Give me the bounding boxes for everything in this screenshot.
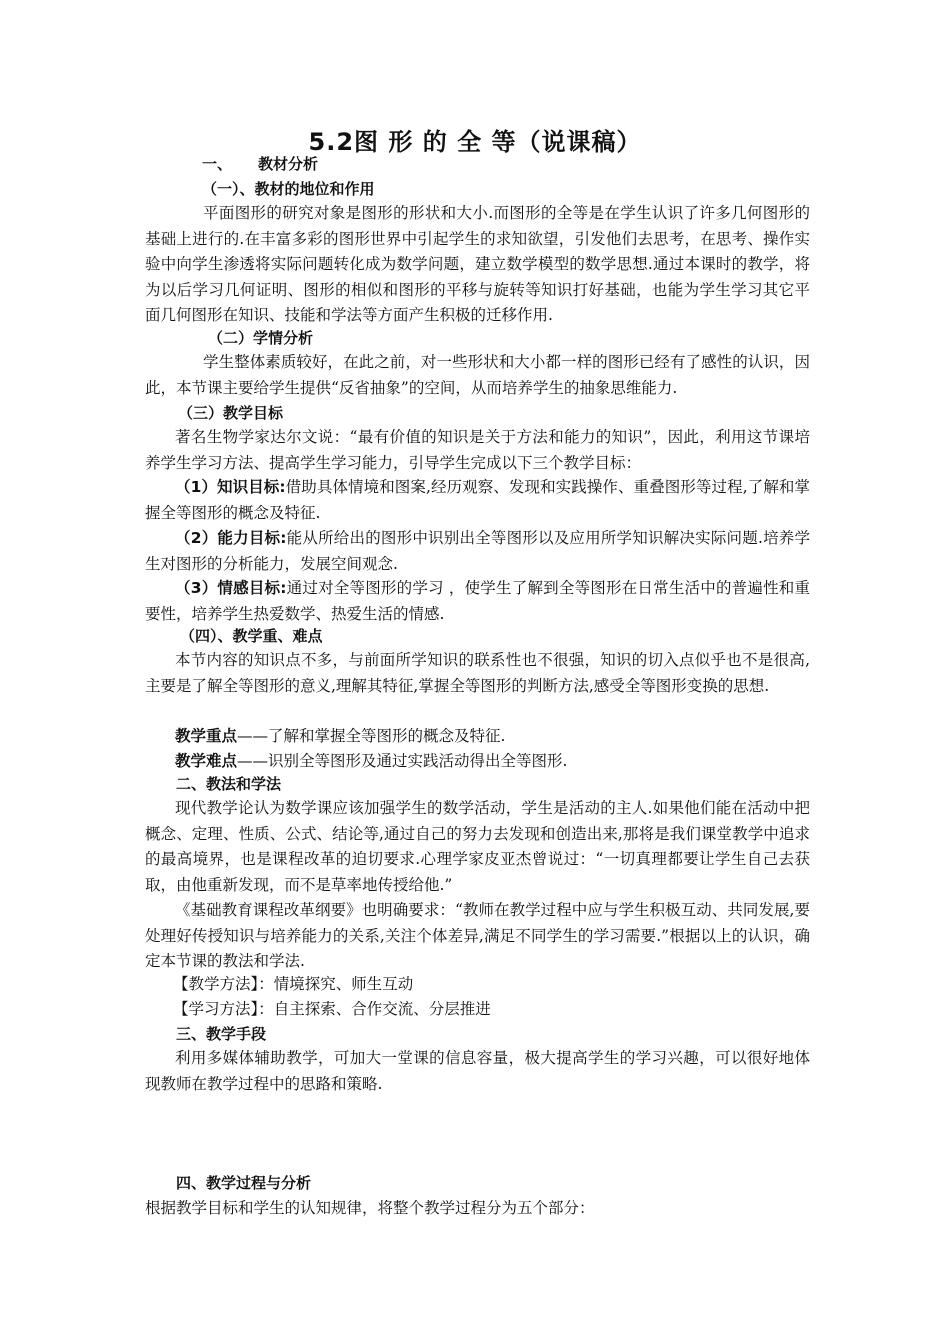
goal-1-text: 借助具体情境和图案,经历观察、发现和实践操作、重叠图形等过程,了解和掌握全等图形的概念及特征.	[145, 478, 810, 522]
section-4-heading: 四、教学过程与分析	[176, 1174, 312, 1192]
section-2-heading: 二、教法和学法	[176, 775, 282, 793]
key-point-line	[145, 724, 810, 750]
goal-1-paragraph	[145, 475, 810, 526]
subsection-1-4-paragraph	[145, 648, 810, 699]
goal-3-text: 通过对全等图形的学习 ，使学生了解到全等图形在日常生活中的普遍性和重要性，培养学生热爱数学、热爱生活的情感.	[145, 579, 810, 623]
paragraph-text: 《基础教育课程改革纲要》也明确要求：“教师在教学过程中应与学生积极互动、共同发展,要处理好传授知识与培养能力的关系,关注个体差异,满足不同学生的学习需要.”根据以上的认识，确定本节课的教法和学法.	[145, 901, 810, 970]
section-1-number: 一、	[202, 155, 233, 173]
subsection-1-2-paragraph	[145, 350, 810, 401]
goal-1-label: （1）知识目标:	[175, 478, 286, 496]
subsection-1-1-paragraph	[145, 201, 810, 329]
section-2-paragraph-1	[145, 796, 810, 898]
subsection-1-3-paragraph	[145, 425, 810, 476]
paragraph-text: 利用多媒体辅助教学，可加大一堂课的信息容量，极大提高学生的学习兴趣，可以很好地体现教师在教学过程中的思路和策略.	[145, 1049, 810, 1093]
difficulty-text: ——识别全等图形及通过实践活动得出全等图形.	[237, 752, 568, 770]
section-4-intro: 根据教学目标和学生的认知规律，将整个教学过程分为五个部分：	[145, 1199, 595, 1217]
section-3-heading: 三、教学手段	[176, 1025, 267, 1043]
goal-3-paragraph	[145, 576, 810, 627]
subsection-1-2-heading: （二）学情分析	[208, 329, 314, 347]
key-point-label: 教学重点	[175, 727, 238, 745]
paragraph-text: 学生整体素质较好，在此之前，对一些形状和大小都一样的图形已经有了感性的认识，因此，本节课主要给学生提供“反省抽象”的空间，从而培养学生的抽象思维能力.	[145, 353, 810, 397]
subsection-1-3-heading: （三）教学目标	[178, 404, 284, 422]
difficulty-label: 教学难点	[175, 752, 238, 770]
goal-3-label: （3）情感目标:	[175, 579, 287, 597]
subsection-1-4-heading: （四）、教学重、难点	[180, 627, 323, 645]
subsection-1-1-heading: （一）、教材的地位和作用	[202, 180, 375, 198]
teaching-method-line: 【教学方法】：情境探究、师生互动	[173, 975, 414, 993]
paragraph-text: 平面图形的研究对象是图形的形状和大小.而图形的全等是在学生认识了许多几何图形的基础上进行的.在丰富多彩的图形世界中引起学生的求知欲望，引发他们去思考，在思考、操作实验中向学生渗透将实际问题转化成为数学问题，建立数学模型的数学思想.通过本课时的教学，将为以后学习几何证明、图形的相似和图形的平移与旋转等知识打好基础，也能为学生学习其它平面几何图形在知识、技能和学法等方面产生积极的迁移作用.	[145, 204, 810, 324]
paragraph-text: 本节内容的知识点不多，与前面所学知识的联系性也不很强，知识的切入点似乎也不是很高,主要是了解全等图形的意义,理解其特征,掌握全等图形的判断方法,感受全等图形变换的思想.	[145, 651, 810, 695]
section-2-paragraph-2	[145, 898, 810, 975]
key-point-text: ——了解和掌握全等图形的概念及特征.	[237, 727, 506, 745]
paragraph-text: 著名生物学家达尔文说：“最有价值的知识是关于方法和能力的知识”，因此，利用这节课培养学生学习方法、提高学生学习能力，引导学生完成以下三个教学目标：	[145, 428, 810, 472]
learning-method-line: 【学习方法】：自主探索、合作交流、分层推进	[173, 1000, 491, 1018]
difficulty-line	[145, 749, 810, 775]
section-1-heading: 教材分析	[258, 155, 319, 173]
paragraph-text: 现代教学论认为数学课应该加强学生的数学活动，学生是活动的主人.如果他们能在活动中把概念、定理、性质、公式、结论等,通过自己的努力去发现和创造出来,那将是我们课堂教学中追求的最高境界，也是课程改革的迫切要求.心理学家皮亚杰曾说过：“一切真理都要让学生自己去获取，由他重新发现，而不是草率地传授给他.”	[145, 799, 810, 894]
page-title: 5.2图 形 的 全 等（说课稿）	[308, 128, 642, 156]
goal-2-text: 能从所给出的图形中识别出全等图形以及应用所学知识解决实际问题.培养学生对图形的分析能力，发展空间观念.	[145, 529, 810, 573]
section-3-paragraph	[145, 1046, 810, 1097]
goal-2-paragraph	[145, 526, 810, 577]
goal-2-label: （2）能力目标:	[175, 529, 287, 547]
